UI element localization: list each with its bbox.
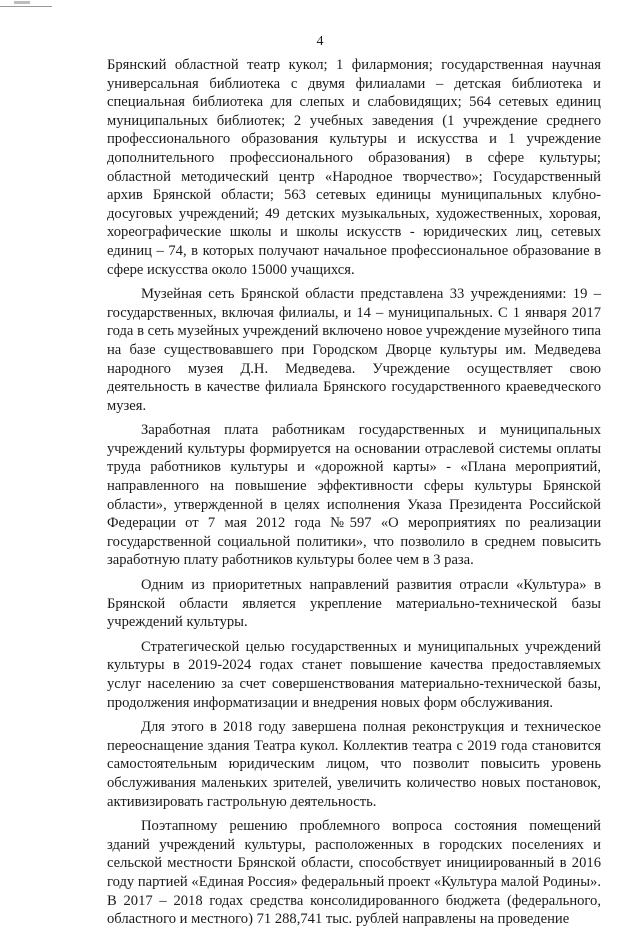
paragraph-salary: Заработная плата работникам государственных и муниципальных учреждений культуры формируется на основании отраслевой системы оплаты труда работников культуры и «дорожной карты» - «Плана мероприятий, направленного на повышение эффективности сферы культуры Брянской области», утвержденной в целях исполнения Указа Президента Российской Федерации от 7 мая 2012 года №597 «О мероприятиях по реализации государственной социальной политики», что позволило в среднем повысить заработную плату работников культуры более чем в 3 раза. xyxy=(107,422,601,569)
paragraph-institutions-list: Брянский областной театр кукол; 1 филармония; государственная научная универсальная библиотека с двумя филиалами – детская библиотека и специальная библиотека для слепых и слабовидящих; 564 сетевых единиц муниципальных библиотек; 2 учебных заведения (1 учреждение среднего профессионального образования культуры и искусства и 1 учреждение дополнительного профессионального образования) в сфере культуры; областной методический центр «Народное творчество»; Государственный архив Брянской области; 563 сетевых единицы муниципальных клубно-досуговых учреждений; 49 детских музыкальных, художественных, хоровая, хореографические школы и школы искусств - юридических лиц, сетевых единиц – 74, в которых получают начальное профессиональное образование в сфере искусства около 15000 учащихся. xyxy=(107,57,601,278)
page-number: 4 xyxy=(316,34,324,49)
paragraph-small-motherland-project: Поэтапному решению проблемного вопроса состояния помещений зданий учреждений культуры, расположенных в городских поселениях и сельской местности Брянской области, способствует инициированный в 2016 году партией «Единая Россия» федеральный проект «Культура малой Родины». В 2017 – 2018 годах средства консолидированного бюджета (федерального, областного и местного) 71 288,741 тыс. рублей направлены на проведение xyxy=(107,818,601,928)
paragraph-puppet-theatre: Для этого в 2018 году завершена полная реконструкция и техническое переоснащение здания Театра кукол. Коллектив театра с 2019 года становится самостоятельным юридическим лицом, что позволит повысить уровень обслуживания маленьких зрителей, увеличить количество новых постановок, активизировать гастрольную деятельность. xyxy=(107,719,601,810)
paragraph-priority-direction: Одним из приоритетных направлений развития отрасли «Культура» в Брянской области является укрепление материально-технической базы учреждений культуры. xyxy=(107,577,601,631)
paragraph-strategic-goal: Стратегической целью государственных и муниципальных учреждений культуры в 2019-2024 годах станет повышение качества предоставляемых услуг населению за счет совершенствования материально-технической базы, продолжения информатизации и внедрения новых форм обслуживания. xyxy=(107,638,601,711)
scan-edge-mark xyxy=(0,0,52,7)
document-body xyxy=(107,56,601,929)
paragraph-museum-network: Музейная сеть Брянской области представлена 33 учреждениями: 19 – государственных, включая филиалы, и 14 – муниципальных. С 1 января 2017 года в сеть музейных учреждений включено новое учреждение музейного типа на базе существовавшего при Городском Дворце культуры им. Медведева народного музея Д.Н. Медведева. Учреждение осуществляет свою деятельность в качестве филиала Брянского государственного краеведческого музея. xyxy=(107,286,601,414)
